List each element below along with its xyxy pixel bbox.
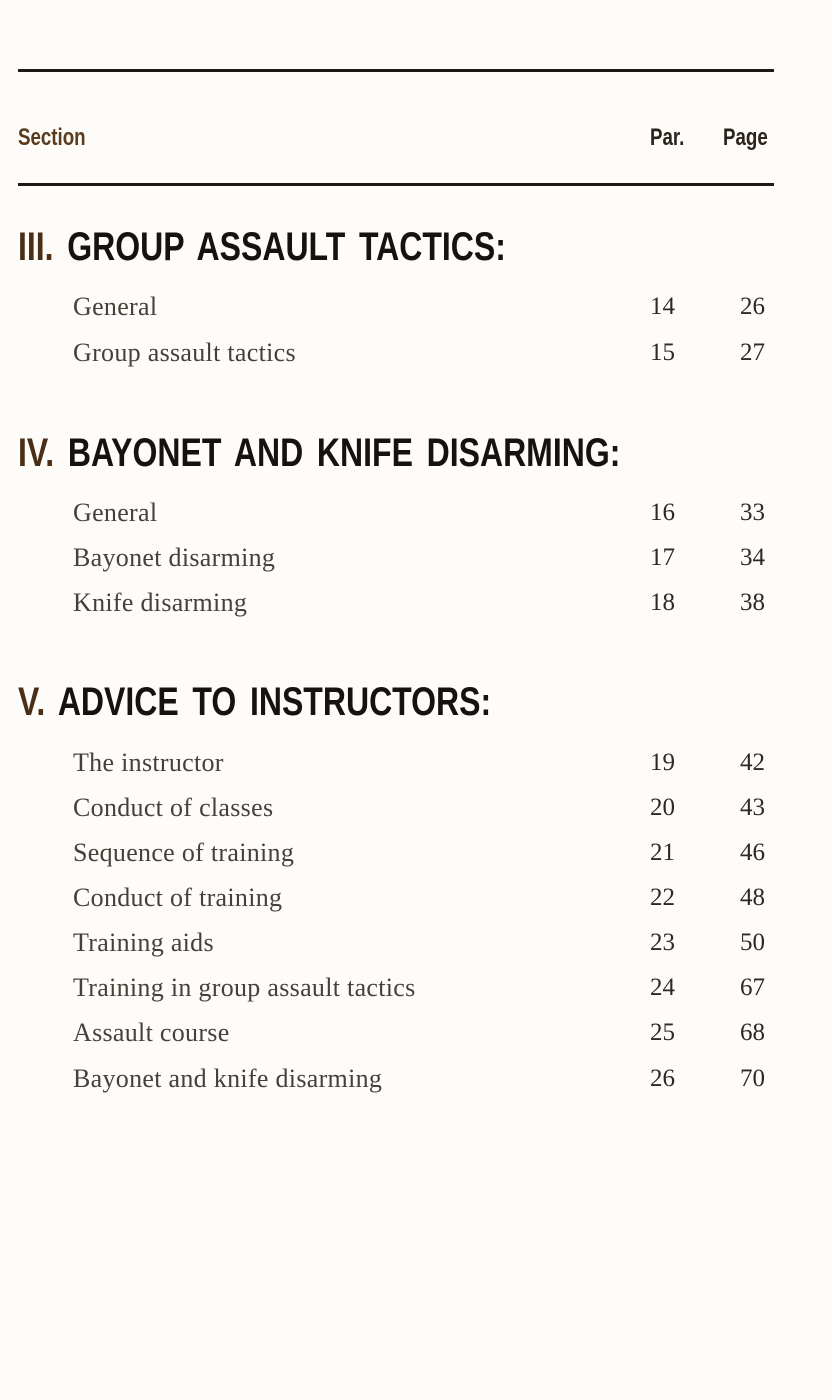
- section-numeral: IV.: [18, 431, 55, 475]
- entry-page: 50: [740, 929, 765, 956]
- toc-entry: [0, 791, 832, 827]
- toc-entry: [0, 881, 832, 917]
- entry-page: 34: [740, 544, 765, 571]
- toc-entry: [0, 1062, 832, 1098]
- toc-entry: [0, 926, 832, 962]
- toc-entry: [0, 971, 832, 1007]
- entry-title: General: [73, 498, 158, 527]
- entry-par: 26: [650, 1065, 675, 1092]
- entry-title: Training in group assault tactics: [73, 973, 416, 1002]
- section-title: GROUP ASSAULT TACTICS:: [67, 225, 506, 269]
- toc-entry: [0, 836, 832, 872]
- entry-title: Training aids: [73, 928, 214, 957]
- section-heading-iii: [18, 224, 506, 270]
- entry-par: 25: [650, 1019, 675, 1046]
- entry-title: Sequence of training: [73, 838, 295, 867]
- top-rule: [18, 69, 774, 72]
- toc-entry: [0, 541, 832, 577]
- section-heading-iv: [18, 430, 620, 476]
- toc-entry: [0, 746, 832, 782]
- entry-title: The instructor: [73, 748, 224, 777]
- entry-page: 42: [740, 749, 765, 776]
- section-title: BAYONET AND KNIFE DISARMING:: [67, 431, 621, 475]
- entry-par: 23: [650, 929, 675, 956]
- entry-title: Conduct of classes: [73, 793, 274, 822]
- toc-entry: [0, 496, 832, 532]
- toc-entry: [0, 1016, 832, 1052]
- entry-par: 18: [650, 589, 675, 616]
- entry-page: 48: [740, 884, 765, 911]
- entry-title: General: [73, 292, 158, 321]
- toc-entry: [0, 336, 832, 372]
- entry-page: 68: [740, 1019, 765, 1046]
- entry-par: 17: [650, 544, 675, 571]
- entry-par: 21: [650, 839, 675, 866]
- entry-par: 16: [650, 499, 675, 526]
- section-numeral: III.: [18, 225, 54, 269]
- entry-page: 33: [740, 499, 765, 526]
- entry-title: Group assault tactics: [73, 338, 296, 367]
- entry-par: 24: [650, 974, 675, 1001]
- entry-par: 20: [650, 794, 675, 821]
- header-rule: [18, 183, 774, 186]
- entry-par: 22: [650, 884, 675, 911]
- column-header-page: Page: [723, 124, 768, 151]
- section-numeral: V.: [18, 680, 46, 724]
- entry-title: Bayonet and knife disarming: [73, 1064, 383, 1093]
- entry-page: 67: [740, 974, 765, 1001]
- column-header-par: Par.: [650, 124, 685, 151]
- entry-title: Conduct of training: [73, 883, 283, 912]
- entry-par: 19: [650, 749, 675, 776]
- column-header-section: Section: [18, 124, 86, 151]
- entry-page: 43: [740, 794, 765, 821]
- entry-par: 14: [650, 293, 675, 320]
- toc-entry: [0, 586, 832, 622]
- entry-title: Bayonet disarming: [73, 543, 276, 572]
- entry-title: Knife disarming: [73, 588, 248, 617]
- section-heading-v: [18, 679, 491, 725]
- entry-page: 27: [740, 339, 765, 366]
- entry-page: 26: [740, 293, 765, 320]
- entry-par: 15: [650, 339, 675, 366]
- entry-page: 46: [740, 839, 765, 866]
- section-title: ADVICE TO INSTRUCTORS:: [57, 680, 492, 724]
- toc-entry: [0, 290, 832, 326]
- entry-page: 38: [740, 589, 765, 616]
- entry-page: 70: [740, 1065, 765, 1092]
- entry-title: Assault course: [73, 1018, 230, 1047]
